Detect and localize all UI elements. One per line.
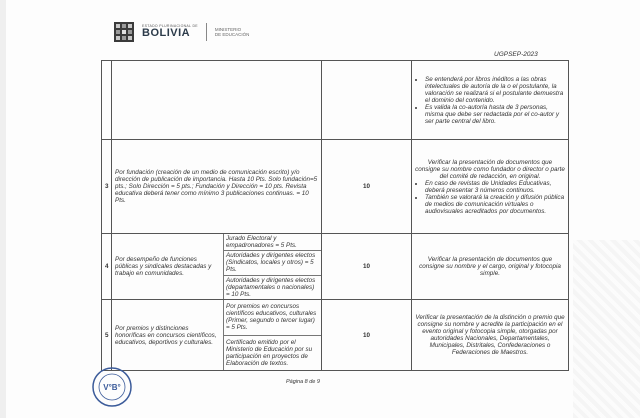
header-caption: ESTADO PLURINACIONAL DE (142, 23, 198, 28)
row-description (112, 300, 322, 371)
row-number (102, 61, 112, 140)
stamp-text: V°B° (103, 383, 121, 392)
table-row (102, 61, 569, 140)
description-text: Por desempeño de funciones públicas y sindicales destacadas y trabajo en comunidades. (115, 256, 212, 277)
evaluation-table (101, 60, 569, 371)
page-number: Página 8 de 9 (286, 379, 320, 385)
sub-criteria (224, 234, 321, 299)
ministry-line-1: MINISTERIO (214, 26, 242, 32)
official-stamp-icon (90, 365, 134, 409)
row-verification (412, 140, 569, 234)
row-score: 10 (322, 140, 412, 234)
verification-item: • Se entenderá por libros inéditos a las obras intelectuales de autoría de la o el postulante, la valoración se realizará si el postulante demuestra el dominio del contenido. (425, 76, 565, 104)
table-row (102, 140, 569, 234)
row-score (322, 61, 412, 140)
document-code: UGPSEP-2023 (494, 51, 538, 58)
row-score: 10 (322, 234, 412, 300)
row-number: 4 (102, 234, 112, 300)
letterhead (112, 20, 249, 44)
row-description (112, 234, 322, 300)
row-number: 3 (102, 140, 112, 234)
sub-criterion: Por premios en concursos científicos educativos, culturales (Primer, segundo o tercer lugar) = 5 Pts. (224, 300, 321, 335)
row-verification (412, 61, 569, 140)
ministry-line-2: DE EDUCACIÓN (214, 32, 250, 37)
sub-criterion: Autoridades y dirigentes electos (Sindicatos, locales y otros) = 5 Pts. (224, 251, 321, 275)
margin-texture (573, 240, 640, 418)
table-row (102, 234, 569, 300)
row-number: 5 (102, 300, 112, 371)
verification-intro: Verificar la presentación de documentos que consigne su nombre como fundador o director o parte del comité de redacción, en original. (415, 158, 565, 180)
verification-item: • Es valida la co-autoría hasta de 3 personas, misma que debe ser redactada por el co-autor y ser parte central del libro. (425, 104, 565, 125)
row-description: Por fundación (creación de un medio de comunicación escrito) y/o dirección de publicación de importancia. Hasta 10 Pts. Solo fundación=5 pts.; Solo Dirección = 5 pts.; Fundación y Dirección = 10 pts. Revista educativa deberá tener como mínimo 3 publicaciones continuas. = 10 Pts. (112, 140, 322, 234)
row-verification: Verificar la presentación de la distinción o premio que consigne su nombre y acredite la participación en el evento original y fotocopia simple, otorgadas por autoridades Nacionales, Departamentales, Municipales, Distritales, Confederaciones o Federaciones de Maestros. (412, 300, 569, 371)
row-score: 10 (322, 300, 412, 371)
scan-edge (0, 0, 6, 418)
row-description (112, 61, 322, 140)
sub-criterion: Jurado Electoral y empadronadores = 5 Pts. (224, 234, 321, 251)
verification-item: • También se valorará la creación y difusión pública de medios de comunicación virtuales o audiovisuales acreditados por documentos. (425, 194, 565, 215)
row-verification: Verificar la presentación de documentos que consigne su nombre y el cargo, original y fotocopia simple. (412, 234, 569, 300)
table-row (102, 300, 569, 371)
verification-item: • En caso de revistas de Unidades Educativas, deberá presentar 3 números continuos. (425, 180, 565, 194)
sub-criterion: Autoridades y dirigentes electos (departamentales o nacionales) = 10 Pts. (226, 276, 316, 298)
bolivia-emblem-icon (112, 20, 136, 44)
header-country: BOLIVIA (142, 27, 191, 40)
description-text: Por premios y distinciones honoríficas en concursos científicos, educativos, deportivos y culturales. (115, 324, 217, 346)
sub-criteria (224, 300, 321, 370)
sub-criterion: Certificado emitido por el Ministerio de Educación por su participación en proyectos de Elaboración de textos. (226, 338, 313, 367)
header-divider (206, 23, 207, 41)
